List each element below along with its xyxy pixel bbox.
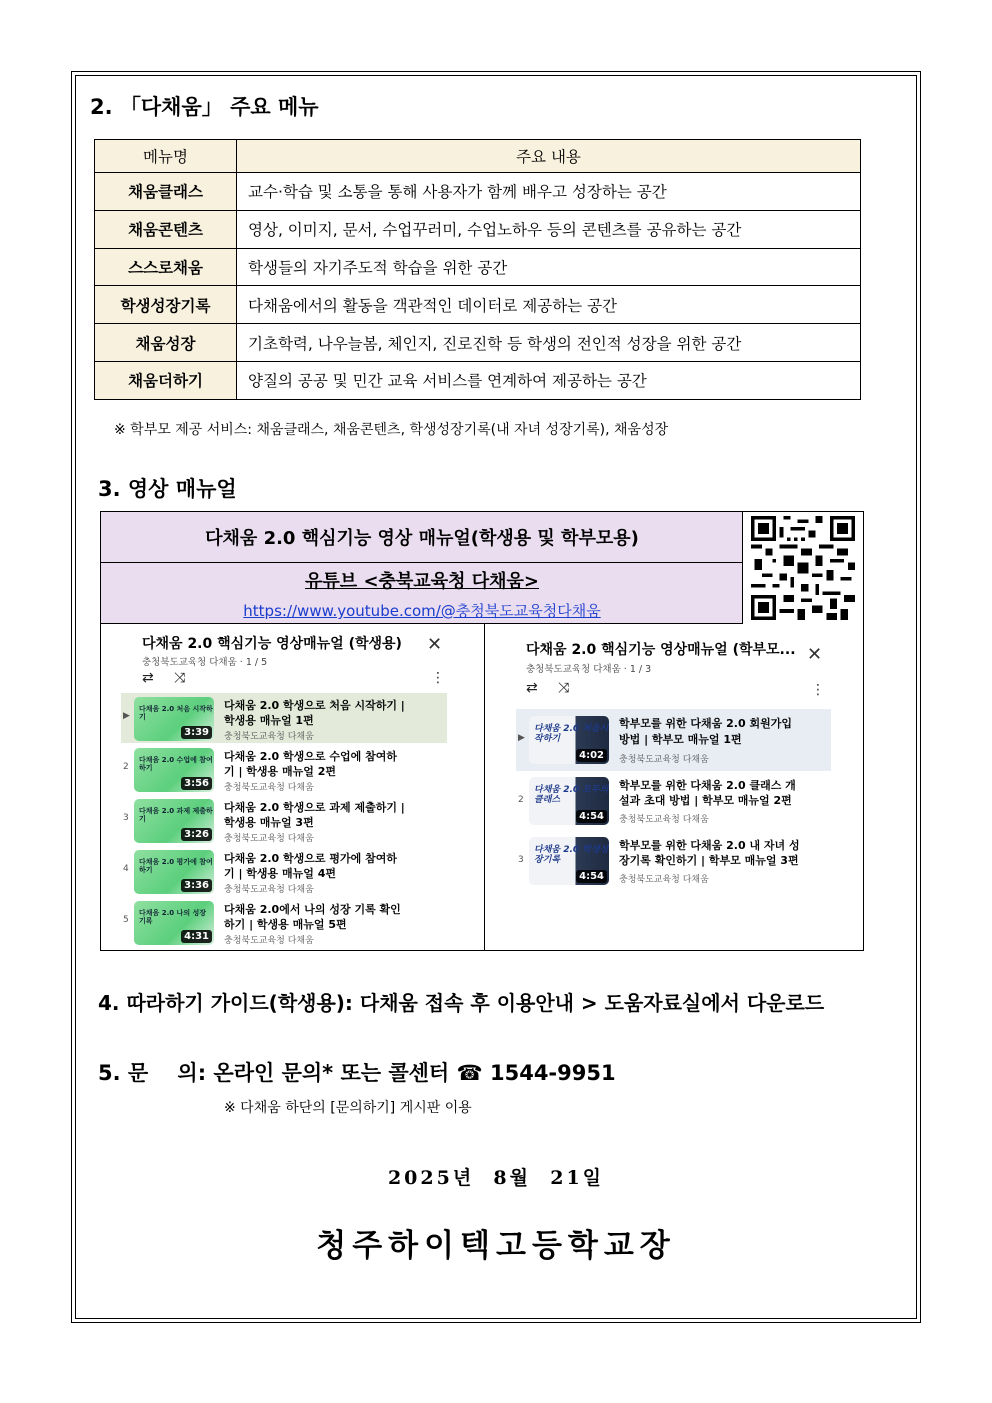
inquiry-note: ※ 다채움 하단의 [문의하기] 게시판 이용 <box>224 1100 472 1116</box>
menu-desc: 영상, 이미지, 문서, 수업꾸러미, 수업노하우 등의 콘텐츠를 공유하는 공간 <box>237 210 861 248</box>
more-options-icon[interactable]: ⋮ <box>431 670 445 686</box>
parent-playlist-title: 다채움 2.0 핵심기능 영상매뉴얼 (학부모... <box>526 642 796 658</box>
close-icon[interactable]: ✕ <box>807 644 823 665</box>
video-title: 학부모를 위한 다채움 2.0 회원가입 <box>619 717 792 730</box>
repeat-icon[interactable]: ⇄ <box>526 680 538 696</box>
item-index: 2 <box>123 762 129 772</box>
menu-name: 채움성장 <box>95 324 237 362</box>
repeat-icon[interactable]: ⇄ <box>142 670 154 686</box>
parent-service-note: ※ 학부모 제공 서비스: 채움클래스, 채움콘텐츠, 학생성장기록(내 자녀 성장기록), 채움성장 <box>114 422 669 438</box>
playlist-item[interactable] <box>516 833 831 891</box>
student-playlist-panel <box>101 624 484 950</box>
video-duration: 3:26 <box>181 828 212 841</box>
video-title-cont: 방법 | 학부모 매뉴얼 1편 <box>619 733 742 746</box>
video-title: 학부모를 위한 다채움 2.0 클래스 개 <box>619 779 796 792</box>
video-duration: 4:54 <box>576 870 607 883</box>
col-header-content: 주요 내용 <box>237 140 861 173</box>
table-row <box>95 173 861 211</box>
video-title-cont: 하기 | 학생용 매뉴얼 5편 <box>224 918 347 931</box>
parent-playlist-subtitle: 충청북도교육청 다채움 · 1 / 3 <box>526 664 652 675</box>
youtube-url-link[interactable]: https://www.youtube.com/@충청북도교육청다채움 <box>243 602 601 620</box>
item-index: 4 <box>123 864 129 874</box>
table-row <box>95 286 861 324</box>
menu-desc: 학생들의 자기주도적 학습을 위한 공간 <box>237 248 861 286</box>
playlist-item[interactable] <box>516 773 831 831</box>
menu-name: 학생성장기록 <box>95 286 237 324</box>
video-title: 다채움 2.0 학생으로 과제 제출하기 | <box>224 801 405 814</box>
video-duration: 4:54 <box>576 810 607 823</box>
menu-name: 채움콘텐츠 <box>95 210 237 248</box>
menu-desc: 기초학력, 나우늘봄, 체인지, 진로진학 등 학생의 전인적 성장을 위한 공간 <box>237 324 861 362</box>
video-title: 다채움 2.0 학생으로 수업에 참여하 <box>224 750 397 763</box>
item-index: 2 <box>518 795 524 805</box>
school-principal-signature: 청주하이텍고등학교장 <box>316 1228 676 1264</box>
document-date: 2025년 8월 21일 <box>387 1167 605 1189</box>
youtube-channel-link[interactable]: 유튜브 <충북교육청 다채움> <box>305 571 539 592</box>
menu-desc: 양질의 공공 및 민간 교육 서비스를 연계하여 제공하는 공간 <box>237 361 861 399</box>
now-playing-icon: ▶ <box>518 733 525 743</box>
playlist-item[interactable] <box>516 709 831 771</box>
video-duration: 4:31 <box>181 930 212 943</box>
more-options-icon[interactable]: ⋮ <box>811 682 825 698</box>
table-row <box>95 324 861 362</box>
video-title: 다채움 2.0 학생으로 처음 시작하기 | <box>224 699 405 712</box>
video-title-cont: 학생용 매뉴얼 1편 <box>224 714 314 727</box>
table-row <box>95 210 861 248</box>
menu-table <box>94 139 861 400</box>
video-manual-title: 다채움 2.0 핵심기능 영상 매뉴얼(학생용 및 학부모용) <box>205 528 639 549</box>
video-title-cont: 기 | 학생용 매뉴얼 4편 <box>224 867 336 880</box>
student-playlist-title: 다채움 2.0 핵심기능 영상매뉴얼 (학생용) <box>142 636 402 652</box>
section3-heading: 3. 영상 매뉴얼 <box>98 477 237 501</box>
playlist-item[interactable] <box>121 795 447 845</box>
channel-name: 충청북도교육청 다채움 <box>619 815 709 825</box>
channel-name: 충청북도교육청 다채움 <box>224 834 314 844</box>
qr-code-icon <box>751 516 855 620</box>
menu-name: 채움클래스 <box>95 173 237 211</box>
video-title: 학부모를 위한 다채움 2.0 내 자녀 성 <box>619 839 800 852</box>
video-duration: 3:39 <box>181 726 212 739</box>
section4-heading: 4. 따라하기 가이드(학생용): 다채움 접속 후 이용안내 > 도움자료실에서 다운로드 <box>98 991 825 1015</box>
video-manual-box <box>100 511 864 951</box>
playlist-item[interactable] <box>121 744 447 794</box>
item-index: 3 <box>518 855 524 865</box>
close-icon[interactable]: ✕ <box>427 634 443 655</box>
video-thumbnail: 다채움 2.0 나의 성장 기록 4:31 <box>134 901 214 945</box>
item-index: 5 <box>123 915 129 925</box>
video-thumbnail: 다채움 2.0 과제 제출하기 3:26 <box>134 799 214 843</box>
video-duration: 3:56 <box>181 777 212 790</box>
divider <box>101 562 742 563</box>
video-title: 다채움 2.0에서 나의 성장 기록 확인 <box>224 903 401 916</box>
video-title-cont: 장기록 확인하기 | 학부모 매뉴얼 3편 <box>619 854 799 867</box>
playlist-item[interactable] <box>121 693 447 743</box>
channel-name: 충청북도교육청 다채움 <box>224 732 314 742</box>
video-title-cont: 설과 초대 방법 | 학부모 매뉴얼 2편 <box>619 794 792 807</box>
table-row <box>95 361 861 399</box>
menu-desc: 다채움에서의 활동을 객관적인 데이터로 제공하는 공간 <box>237 286 861 324</box>
video-title-cont: 학생용 매뉴얼 3편 <box>224 816 314 829</box>
channel-name: 충청북도교육청 다채움 <box>619 875 709 885</box>
video-thumbnail: 다채움 2.0 학생성장기록 4:54 <box>529 837 609 885</box>
video-title: 다채움 2.0 학생으로 평가에 참여하 <box>224 852 397 865</box>
table-row <box>95 248 861 286</box>
video-thumbnail: 다채움 2.0 처음 시작하기 3:39 <box>134 697 214 741</box>
video-manual-header <box>101 512 743 624</box>
shuffle-icon[interactable]: ⤨ <box>558 680 570 696</box>
section5-heading: 5. 문 의: 온라인 문의* 또는 콜센터 ☎ 1544-9951 <box>98 1061 616 1085</box>
channel-name: 충청북도교육청 다채움 <box>224 936 314 946</box>
now-playing-icon: ▶ <box>123 711 130 721</box>
menu-name: 스스로채움 <box>95 248 237 286</box>
col-header-menu: 메뉴명 <box>95 140 237 173</box>
video-duration: 4:02 <box>576 749 607 762</box>
video-duration: 3:36 <box>181 879 212 892</box>
menu-name: 채움더하기 <box>95 361 237 399</box>
student-playlist-subtitle: 충청북도교육청 다채움 · 1 / 5 <box>142 657 268 668</box>
video-title-cont: 기 | 학생용 매뉴얼 2편 <box>224 765 336 778</box>
video-thumbnail: 다채움 2.0 평가에 참여하기 3:36 <box>134 850 214 894</box>
section2-heading: 2. 「다채움」 주요 메뉴 <box>90 95 319 119</box>
channel-name: 충청북도교육청 다채움 <box>619 755 709 765</box>
playlist-item[interactable] <box>121 897 447 947</box>
parent-playlist-panel <box>485 624 863 950</box>
shuffle-icon[interactable]: ⤨ <box>174 670 186 686</box>
video-thumbnail: 다채움 2.0 모두의 클래스 4:54 <box>529 777 609 825</box>
channel-name: 충청북도교육청 다채움 <box>224 783 314 793</box>
video-thumbnail: 다채움 2.0 처음시작하기 4:02 <box>529 716 609 764</box>
playlist-item[interactable] <box>121 846 447 896</box>
channel-name: 충청북도교육청 다채움 <box>224 885 314 895</box>
menu-desc: 교수·학습 및 소통을 통해 사용자가 함께 배우고 성장하는 공간 <box>237 173 861 211</box>
video-thumbnail: 다채움 2.0 수업에 참여하기 3:56 <box>134 748 214 792</box>
item-index: 3 <box>123 813 129 823</box>
